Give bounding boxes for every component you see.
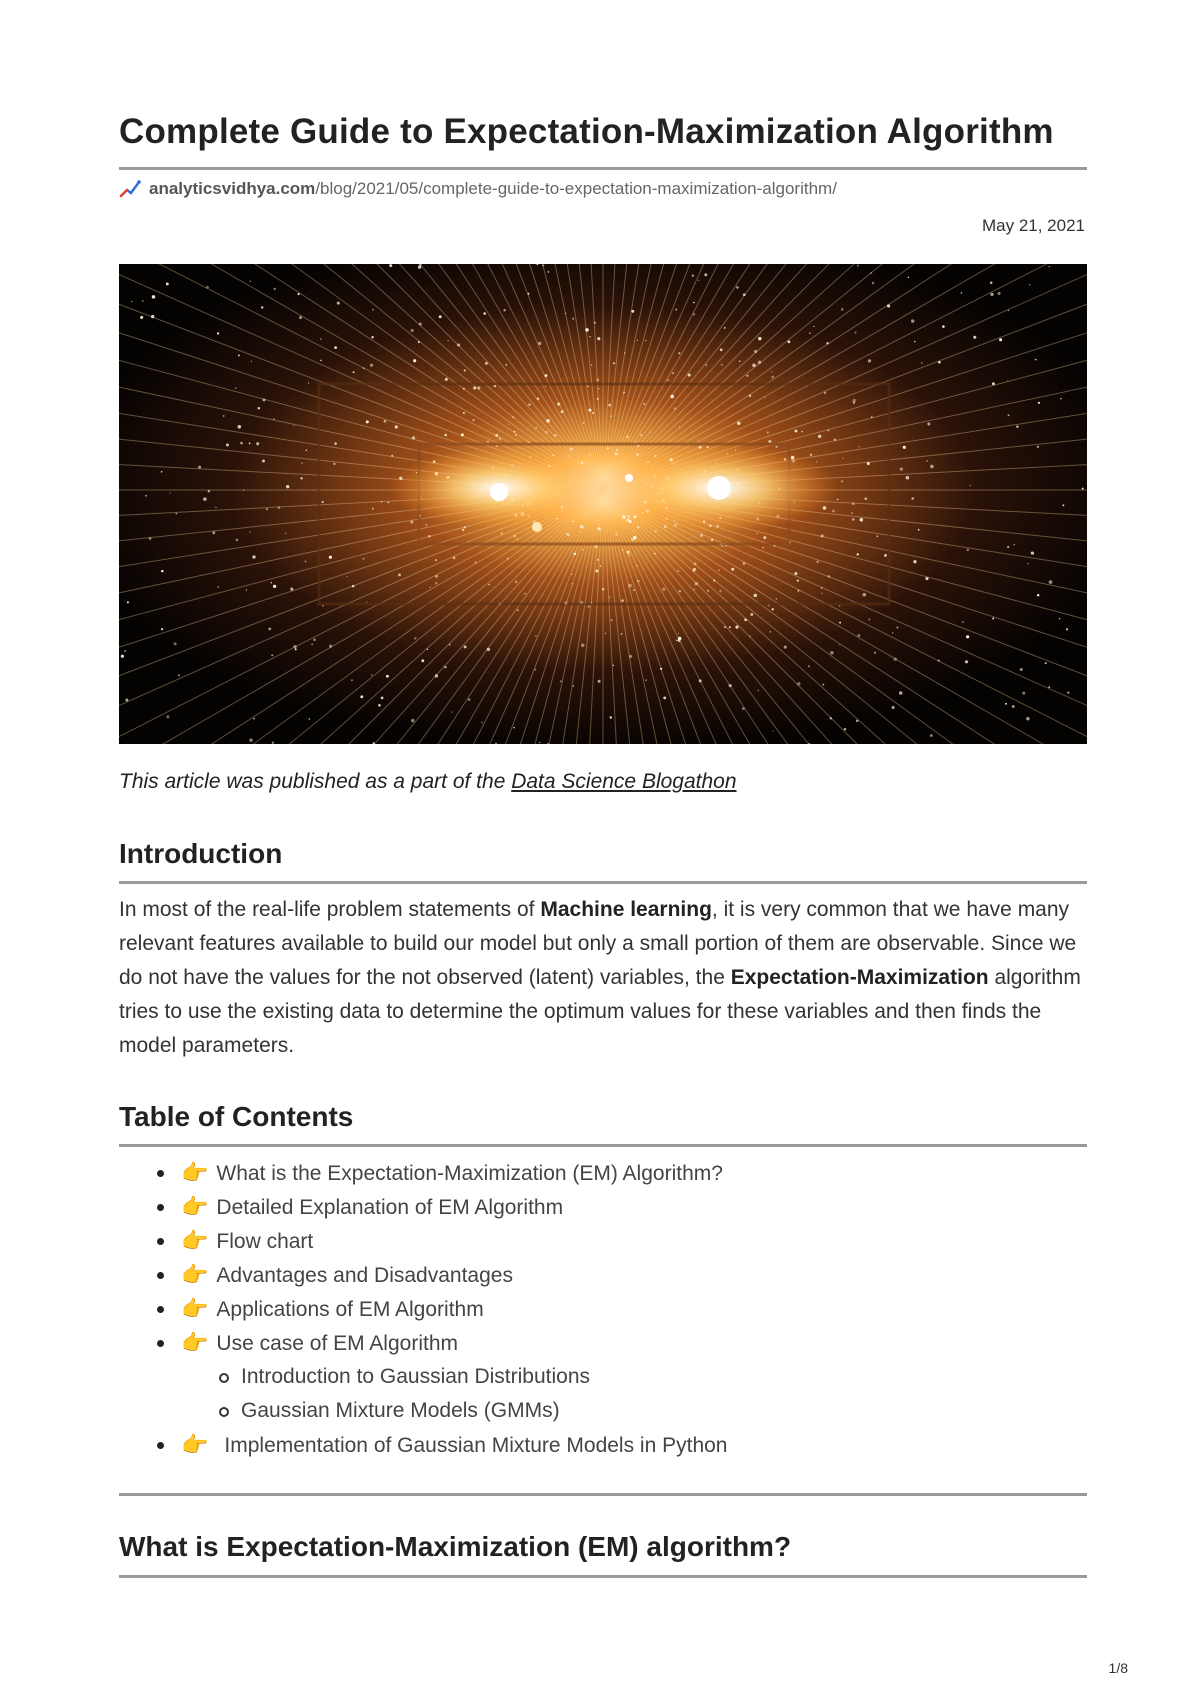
pointing-hand-icon: 👉 bbox=[181, 1160, 209, 1185]
introduction-heading: Introduction bbox=[119, 838, 283, 869]
toc-divider bbox=[119, 1144, 1087, 1147]
publish-date: May 21, 2021 bbox=[981, 216, 1085, 235]
table-of-contents bbox=[119, 1156, 727, 1462]
pointing-hand-icon: 👉 bbox=[181, 1228, 209, 1253]
toc-item[interactable]: 👉 Advantages and Disadvantages bbox=[119, 1258, 727, 1292]
toc-heading: Table of Contents bbox=[119, 1101, 354, 1132]
analytics-logo-icon bbox=[119, 178, 141, 200]
pointing-hand-icon: 👉 bbox=[181, 1432, 209, 1457]
introduction-paragraph: In most of the real-life problem statements of Machine learning, it is very common that we have many relevant features available to build our model but only a small portion of them are observable. Since we do not have the values for the not observed (latent) variables, the Expectation-Maximization algorithm tries to use the existing data to determine the optimum values for these variables and then finds the model parameters. bbox=[119, 898, 1081, 1057]
toc-subitem[interactable]: Gaussian Mixture Models (GMMs) bbox=[119, 1394, 727, 1428]
article-title: Complete Guide to Expectation-Maximization Algorithm bbox=[119, 112, 1054, 151]
toc-item[interactable]: 👉 Applications of EM Algorithm bbox=[119, 1292, 727, 1326]
em-section-divider bbox=[119, 1575, 1087, 1578]
page-number: 1/8 bbox=[1108, 1660, 1128, 1676]
toc-item[interactable]: 👉 Use case of EM Algorithm bbox=[119, 1326, 727, 1360]
source-url[interactable] bbox=[119, 178, 837, 200]
introduction-divider bbox=[119, 881, 1087, 884]
toc-item[interactable]: 👉 Detailed Explanation of EM Algorithm bbox=[119, 1190, 727, 1224]
pointing-hand-icon: 👉 bbox=[181, 1262, 209, 1287]
toc-subitem[interactable]: Introduction to Gaussian Distributions bbox=[119, 1360, 727, 1394]
toc-item[interactable]: 👉 What is the Expectation-Maximization (EM) Algorithm? bbox=[119, 1156, 727, 1190]
title-divider bbox=[119, 167, 1087, 170]
blogathon-caption: This article was published as a part of the Data Science Blogathon bbox=[119, 770, 737, 793]
pointing-hand-icon: 👉 bbox=[181, 1194, 209, 1219]
hero-image bbox=[119, 264, 1087, 744]
blogathon-link[interactable]: Data Science Blogathon bbox=[511, 770, 737, 793]
source-path[interactable]: /blog/2021/05/complete-guide-to-expectation-maximization-algorithm/ bbox=[315, 179, 837, 198]
toc-item[interactable]: 👉 Implementation of Gaussian Mixture Models in Python bbox=[119, 1428, 727, 1462]
pointing-hand-icon: 👉 bbox=[181, 1296, 209, 1321]
em-section-heading: What is Expectation-Maximization (EM) algorithm? bbox=[119, 1531, 792, 1562]
light-tunnel-illustration bbox=[119, 264, 1087, 744]
pointing-hand-icon: 👉 bbox=[181, 1330, 209, 1355]
toc-item[interactable]: 👉 Flow chart bbox=[119, 1224, 727, 1258]
source-domain[interactable]: analyticsvidhya.com bbox=[149, 179, 316, 198]
toc-end-divider bbox=[119, 1493, 1087, 1496]
